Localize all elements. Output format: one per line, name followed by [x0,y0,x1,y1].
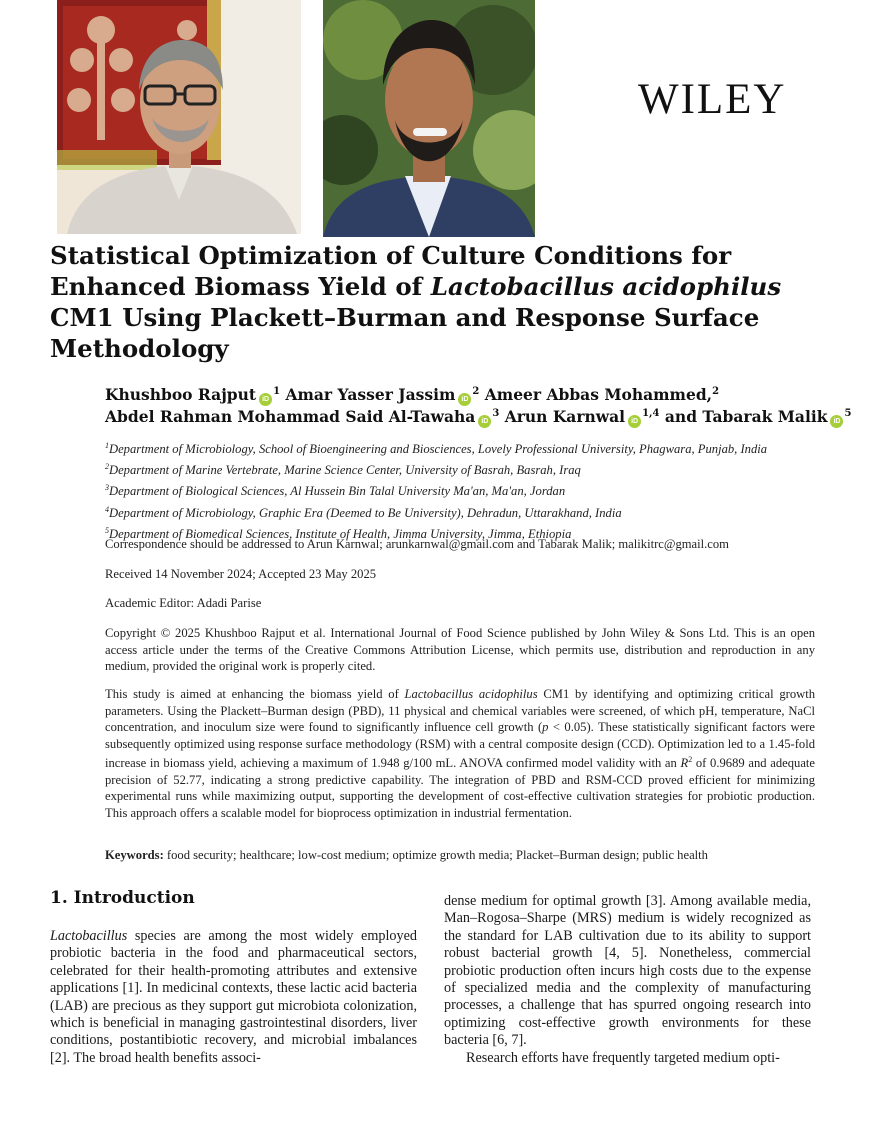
body-paragraph: dense medium for optimal growth [3]. Among available media, Man–Rogosa–Sharpe (MRS) medium is widely recognized as the standard for LAB cultivation due to its ability to support robust bacterial growth [4, 5]. Nonetheless, commercial probiotic production often incurs high costs due to the expense of specialized media and the complexity of manufacturing processes, a challenge that has spurred ongoing research into optimizing cost-effective growth environments for these bacteria [6, 7]. [444,893,811,1049]
abstract-text: of 0.9689 and adequate precision of 52.77, indicating a strong predictive capability. The integration of PBD and RSM-CCD proved efficient for minimizing experimental runs while maximizing output, supporting the development of cost-effective cultivation strategies for probiotic production. This approach offers a scalable model for bioprocess optimization in industrial fermentation. [105,756,815,820]
author-affiliation-ref: 2 [472,386,480,397]
body-column-left [50,928,417,1067]
author-affiliation-ref: 5 [844,408,852,419]
paragraph-text: species are among the most widely employed probiotic bacteria in the food and pharmaceutical sectors, celebrated for their health-promoting attributes and extensive applications [1]. In medicinal contexts, these lactic acid bacteria (LAB) are precious as they support gut microbiota colonization, which is beneficial in managing gastrointestinal disorders, liver conditions, postantibiotic recovery, and microbial imbalances [2]. The broad health benefits associ- [50,928,417,1066]
affiliation-item [105,479,825,500]
author-affiliation-ref: 1 [273,386,281,397]
section-heading: 1. Introduction [50,888,195,908]
affiliation-number: 1 [105,441,109,450]
received-dates: Received 14 November 2024; Accepted 23 May 2025 [105,567,377,581]
abstract-r-exponent: 2 [688,755,693,764]
author-name[interactable]: Khushboo Rajput [105,385,257,405]
author-line-2 [105,403,852,428]
title-species: Lactobacillus acidophilus [430,272,782,301]
author-photo-2-image [323,0,535,237]
author-name[interactable]: Abdel Rahman Mohammad Said Al-Tawaha [105,407,476,427]
affiliation-number: 3 [105,483,109,493]
abstract-text: This study is aimed at enhancing the biomass yield of [105,687,405,701]
body-paragraph: Research efforts have frequently targeted medium opti- [466,1049,780,1066]
keywords-label: Keywords: [105,848,164,862]
title-part-1: Statistical Optimization of Culture Conditions for Enhanced Biomass Yield of [50,241,732,301]
abstract-text: < 0.05). These statistically significant factors were subsequently optimized using response surface methodology (RSM) with a central composite design (CCD). Optimization led to a 1.45-fold increase in biomass yield, achieving a maximum of 1.948 g/100 mL. ANOVA confirmed model validity with an [105,720,816,771]
affiliation-number: 2 [105,462,109,472]
affiliation-text: Department of Marine Vertebrate, Marine Science Center, University of Basrah, Basrah, Iraq [109,463,581,478]
author-affiliation-ref: 3 [492,408,500,419]
affiliation-item [105,458,825,479]
article-title [50,240,840,364]
orcid-icon[interactable]: iD [830,415,843,428]
author-photo-1-image [57,0,301,234]
author-name[interactable]: Arun Karnwal [504,407,626,427]
author-name[interactable]: Amar Yasser Jassim [285,385,456,405]
body-column-right [444,893,811,1067]
abstract [105,686,815,821]
affiliation-item [105,437,825,458]
keywords [105,847,815,864]
affiliation-text: Department of Biological Sciences, Al Hussein Bin Talal University Ma'an, Ma'an, Jordan [109,484,566,499]
academic-editor: Academic Editor: Adadi Parise [105,596,262,610]
body-paragraph [50,928,417,1067]
orcid-icon[interactable]: iD [478,415,491,428]
author-photo-2 [323,0,535,237]
affiliations-list [105,437,825,543]
publisher-logo: WILEY [638,76,787,123]
author-name[interactable]: and Tabarak Malik [664,407,828,427]
species-name: Lactobacillus [50,928,128,944]
affiliation-text: Department of Microbiology, Graphic Era (Deemed to Be University), Dehradun, Uttarakhand, India [109,505,622,520]
orcid-icon[interactable]: iD [628,415,641,428]
title-part-2: CM1 Using Plackett–Burman and Response Surface Methodology [50,303,760,363]
affiliation-text: Department of Microbiology, School of Bioengineering and Biosciences, Lovely Professional University, Phagwara, Punjab, India [109,442,768,457]
orcid-icon[interactable]: iD [259,393,272,406]
author-photo-1 [57,0,301,234]
abstract-p-symbol: p [542,720,549,734]
abstract-species: Lactobacillus acidophilus [404,687,538,701]
affiliation-text: Department of Biomedical Sciences, Institute of Health, Jimma University, Jimma, Ethiopia [109,526,572,541]
orcid-icon[interactable]: iD [458,393,471,406]
keywords-text: food security; healthcare; low-cost medium; optimize growth media; Placket–Burman design; public health [163,848,708,862]
copyright-notice: Copyright © 2025 Khushboo Rajput et al. International Journal of Food Science published by John Wiley & Sons Ltd. This is an open access article under the terms of the Creative Commons Attribution License, which permits use, distribution and reproduction in any medium, provided the original work is properly cited. [105,626,815,673]
affiliation-item [105,501,825,522]
author-affiliation-ref: 1,4 [642,408,660,419]
abstract-text: CM1 by identifying and optimizing critical growth parameters. Using the Plackett–Burman design (PBD), 11 physical and chemical variables were screened, of which pH, temperature, NaCl concentration, and inoculum size were found to significantly influence cell growth ( [105,687,816,734]
abstract-r-symbol: R [680,756,689,771]
author-name[interactable]: Ameer Abbas Mohammed, [484,385,713,405]
correspondence: Correspondence should be addressed to Arun Karnwal; arunkarnwal@gmail.com and Tabarak Malik; malikitrc@gmail.com [105,537,729,551]
affiliation-number: 5 [105,525,109,535]
affiliation-number: 4 [105,504,109,514]
author-affiliation-ref: 2 [712,386,720,397]
